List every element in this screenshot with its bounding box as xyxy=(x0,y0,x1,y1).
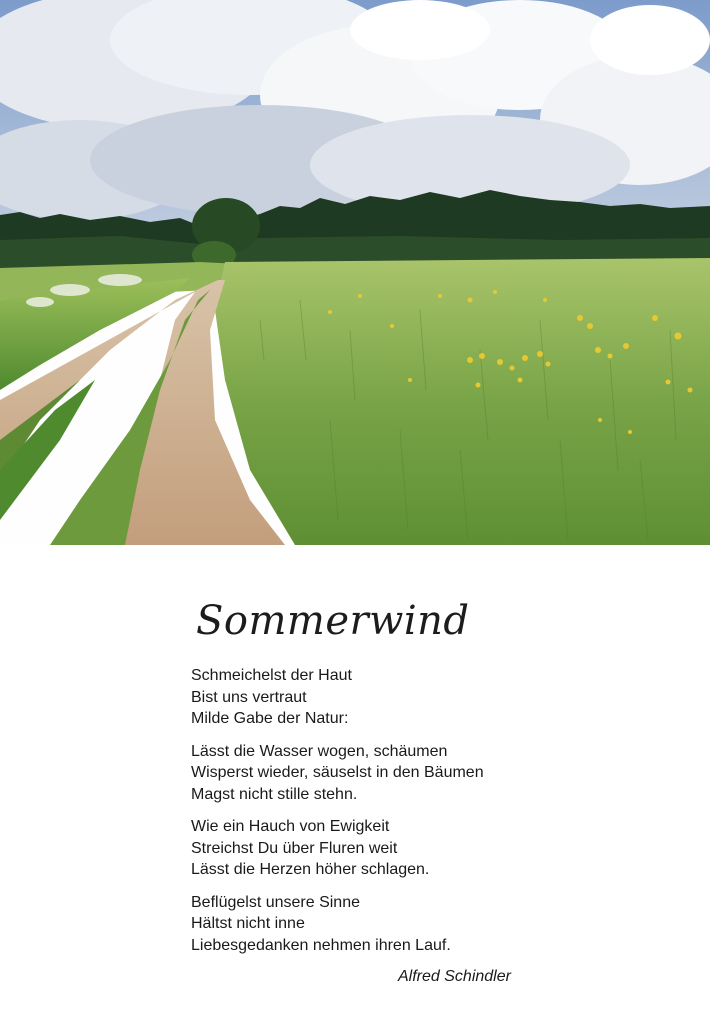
stanza xyxy=(191,741,591,806)
stanza xyxy=(191,892,591,957)
stanza xyxy=(191,665,591,730)
poem-line: Wisperst wieder, säuselst in den Bäumen xyxy=(191,764,484,781)
poem-line: Lässt die Herzen höher schlagen. xyxy=(191,861,430,878)
poem-line: Beflügelst unsere Sinne xyxy=(191,893,360,911)
poem-line: Hältst nicht inne xyxy=(191,915,305,932)
meadow xyxy=(215,258,710,545)
stanza xyxy=(191,816,591,881)
poem-line: Magst nicht stille stehn. xyxy=(191,785,358,803)
poem-line: Schmeichelst der Haut xyxy=(191,667,352,684)
poem-line: Milde Gabe der Natur: xyxy=(191,710,349,727)
poem-author: Alfred Schindler xyxy=(398,968,511,985)
poem-line: Bist uns vertraut xyxy=(191,688,307,706)
poem-line: Wie ein Hauch von Ewigkeit xyxy=(191,818,390,835)
poem-body xyxy=(191,665,591,967)
poem-line: Streichst Du über Fluren weit xyxy=(191,839,398,857)
poem-title: Sommerwind xyxy=(196,598,470,644)
poem-line: Lässt die Wasser wogen, schäumen xyxy=(191,742,448,760)
poem-section xyxy=(0,545,710,1034)
clouds xyxy=(0,0,710,220)
poem-line: Liebesgedanken nehmen ihren Lauf. xyxy=(191,936,451,954)
